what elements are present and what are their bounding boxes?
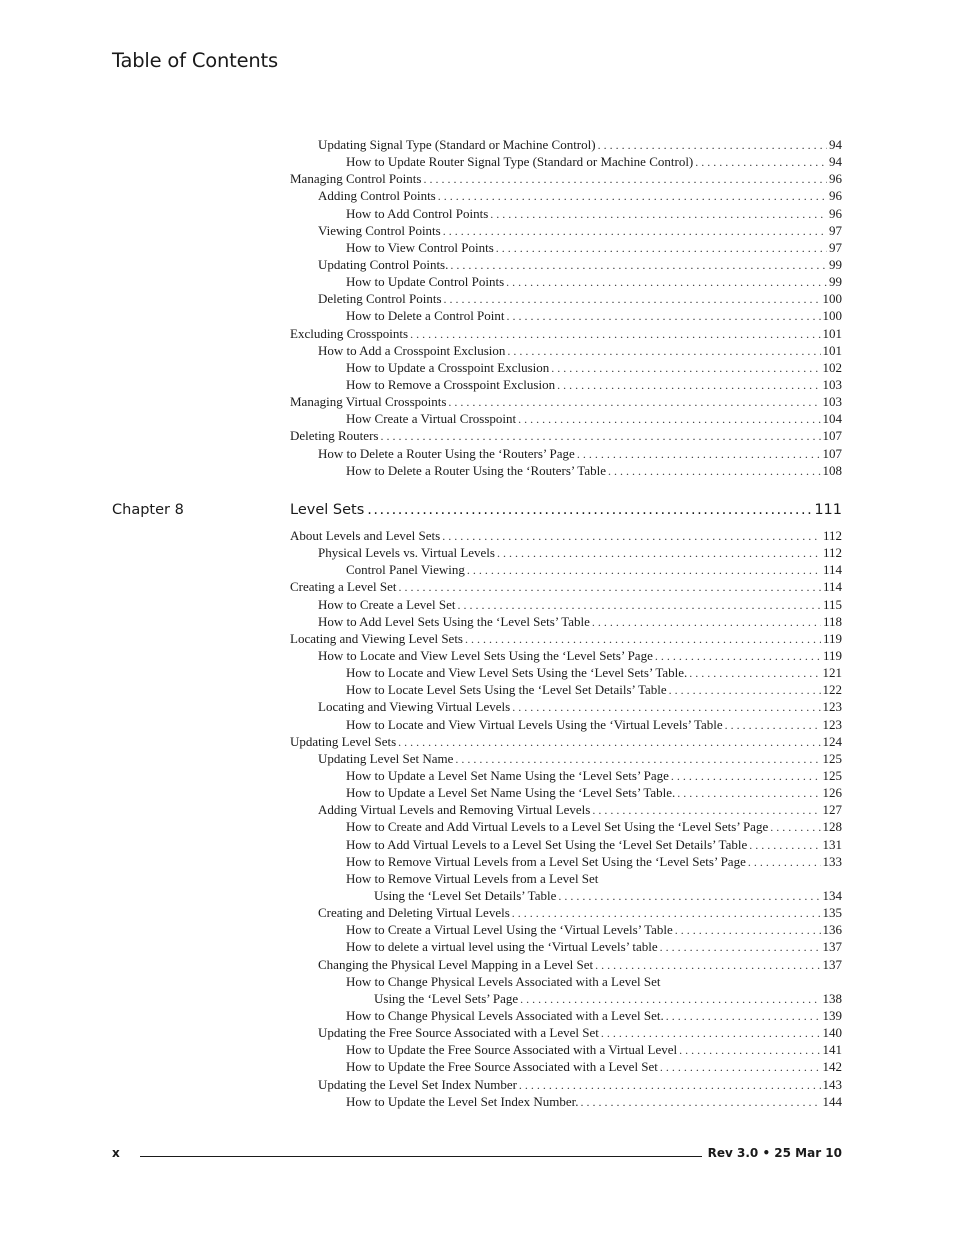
dot-leader bbox=[595, 957, 820, 974]
toc-entry-page-number: 135 bbox=[822, 905, 842, 921]
toc-entry-page-number: 97 bbox=[829, 239, 842, 255]
toc-entry[interactable] bbox=[290, 462, 842, 479]
toc-entry-title: How to Create and Add Virtual Levels to a Level Set Using the ‘Level Sets’ Page bbox=[346, 819, 769, 835]
dot-leader bbox=[519, 1077, 821, 1094]
toc-entry-title: About Levels and Level Sets bbox=[290, 528, 441, 543]
toc-entry[interactable] bbox=[290, 1024, 842, 1041]
toc-entry-page-number: 104 bbox=[822, 411, 842, 427]
toc-entry[interactable] bbox=[290, 1076, 842, 1093]
toc-entry-title: How to Create a Level Set bbox=[318, 596, 456, 612]
toc-entry-title: Adding Control Points bbox=[318, 188, 436, 204]
dot-leader bbox=[655, 648, 821, 665]
toc-entry-title: How to Locate and View Virtual Levels Using the ‘Virtual Levels’ Table bbox=[346, 716, 723, 732]
dot-leader bbox=[438, 188, 827, 205]
toc-entry-title: Adding Virtual Levels and Removing Virtual Levels bbox=[318, 802, 591, 818]
toc-entry[interactable] bbox=[290, 904, 842, 921]
toc-entry-title: Using the ‘Level Sets’ Page bbox=[374, 990, 519, 1006]
toc-entry-page-number: 101 bbox=[822, 342, 842, 358]
toc-entry[interactable] bbox=[290, 561, 842, 578]
toc-entry[interactable] bbox=[290, 956, 842, 973]
dot-leader bbox=[367, 502, 811, 518]
toc-entry-page-number: 99 bbox=[829, 256, 842, 272]
dot-leader bbox=[601, 1025, 821, 1042]
dot-leader bbox=[512, 699, 820, 716]
toc-entry[interactable] bbox=[290, 256, 842, 273]
toc-entry-title: Deleting Control Points bbox=[318, 291, 442, 307]
toc-entry-title: Creating a Level Set bbox=[290, 579, 397, 595]
toc-entry-title: How to Remove a Crosspoint Exclusion bbox=[346, 376, 556, 392]
toc-entry[interactable] bbox=[290, 801, 842, 818]
toc-entry-title: Updating Level Set Name bbox=[318, 750, 454, 766]
toc-entry-title: How Create a Virtual Crosspoint bbox=[346, 411, 517, 427]
toc-entry-title: How to Add Control Points bbox=[346, 205, 489, 221]
toc-entry-title: Excluding Crosspoints bbox=[290, 325, 409, 341]
toc-entry-title: How to Locate and View Level Sets Using the ‘Level Sets’ Table. bbox=[346, 665, 688, 681]
toc-entry[interactable] bbox=[290, 239, 842, 256]
toc-entry[interactable] bbox=[290, 187, 842, 204]
toc-entry[interactable] bbox=[290, 1041, 842, 1058]
toc-entry-title: Creating and Deleting Virtual Levels bbox=[318, 905, 510, 921]
dot-leader bbox=[442, 528, 821, 545]
toc-entry[interactable] bbox=[290, 342, 842, 359]
dot-leader bbox=[444, 291, 821, 308]
dot-leader bbox=[512, 905, 821, 922]
toc-entry-title: How to Delete a Control Point bbox=[346, 308, 505, 324]
dot-leader bbox=[506, 274, 827, 291]
toc-entry-page-number: 96 bbox=[829, 171, 842, 187]
toc-entry-page-number: 96 bbox=[829, 188, 842, 204]
footer-page-number: x bbox=[112, 1146, 120, 1160]
dot-leader bbox=[598, 137, 827, 154]
toc-entry-page-number: 123 bbox=[822, 716, 842, 732]
toc-entry-page-number: 103 bbox=[822, 394, 842, 410]
toc-entry[interactable] bbox=[290, 410, 842, 427]
dot-leader bbox=[748, 854, 821, 871]
toc-entry-page-number: 118 bbox=[822, 613, 842, 629]
toc-list-part2 bbox=[290, 527, 842, 1110]
toc-entry-page-number: 94 bbox=[829, 154, 842, 170]
toc-entry-page-number: 94 bbox=[829, 137, 842, 152]
chapter-title: Level Sets bbox=[290, 502, 365, 518]
toc-entry[interactable] bbox=[290, 153, 842, 170]
toc-entry-page-number: 102 bbox=[822, 359, 842, 375]
toc-entry[interactable] bbox=[290, 767, 842, 784]
toc-entry-title: How to Update a Level Set Name Using the ‘Level Sets’ Table. bbox=[346, 785, 676, 801]
toc-entry-page-number: 100 bbox=[822, 291, 842, 307]
toc-entry-page-number: 137 bbox=[822, 956, 842, 972]
dot-leader bbox=[551, 360, 820, 377]
toc-entry-page-number: 138 bbox=[822, 990, 842, 1006]
toc-entry-title: How to delete a virtual level using the ‘Virtual Levels’ table bbox=[346, 939, 658, 955]
toc-entry-page-number: 112 bbox=[822, 545, 842, 561]
toc-entry[interactable] bbox=[290, 887, 842, 904]
toc-entry[interactable] bbox=[290, 938, 842, 955]
toc-entry-title: Deleting Routers bbox=[290, 428, 379, 444]
toc-entry[interactable] bbox=[290, 630, 842, 647]
toc-entry-page-number: 115 bbox=[822, 596, 842, 612]
toc-entry-title: Updating Signal Type (Standard or Machine Control) bbox=[318, 137, 596, 152]
dot-leader bbox=[518, 411, 820, 428]
toc-entry-title: Using the ‘Level Set Details’ Table bbox=[374, 887, 557, 903]
dot-leader bbox=[677, 785, 820, 802]
toc-entry[interactable] bbox=[290, 359, 842, 376]
dot-leader bbox=[410, 326, 820, 343]
dot-leader bbox=[660, 1059, 821, 1076]
toc-entry[interactable] bbox=[290, 681, 842, 698]
dot-leader bbox=[577, 446, 821, 463]
toc-entry-page-number: 136 bbox=[822, 922, 842, 938]
toc-entry[interactable] bbox=[290, 921, 842, 938]
toc-entry-title: How to Update the Free Source Associated with a Virtual Level bbox=[346, 1042, 678, 1058]
dot-leader bbox=[749, 837, 820, 854]
dot-leader bbox=[450, 257, 827, 274]
toc-entry-page-number: 99 bbox=[829, 274, 842, 290]
dot-leader bbox=[520, 991, 820, 1008]
dot-leader bbox=[669, 682, 821, 699]
toc-entry[interactable] bbox=[290, 647, 842, 664]
toc-entry-page-number: 125 bbox=[822, 767, 842, 783]
toc-entry-page-number: 134 bbox=[822, 887, 842, 903]
dot-leader bbox=[507, 308, 821, 325]
toc-entry-page-number: 127 bbox=[822, 802, 842, 818]
toc-entry-page-number: 133 bbox=[822, 853, 842, 869]
toc-entry-title: Updating Control Points. bbox=[318, 256, 449, 272]
toc-entry-page-number: 119 bbox=[822, 647, 842, 663]
toc-entry-page-number: 97 bbox=[829, 222, 842, 238]
toc-entry-page-number: 114 bbox=[822, 579, 842, 595]
dot-leader bbox=[558, 888, 820, 905]
dot-leader bbox=[465, 631, 821, 648]
dot-leader bbox=[679, 1042, 820, 1059]
dot-leader bbox=[455, 751, 820, 768]
toc-entry[interactable] bbox=[290, 1093, 842, 1110]
toc-entry-title: How to Update Control Points bbox=[346, 274, 505, 290]
toc-entry-title: How to Create a Virtual Level Using the ‘Virtual Levels’ Table bbox=[346, 922, 673, 938]
dot-leader bbox=[592, 802, 820, 819]
toc-entry-title: How to Change Physical Levels Associated with a Level Set. bbox=[346, 1007, 664, 1023]
toc-entry-title: Locating and Viewing Level Sets bbox=[290, 630, 463, 646]
toc-entry[interactable] bbox=[290, 273, 842, 290]
toc-entry-page-number: 107 bbox=[822, 428, 842, 444]
toc-entry-page-number: 141 bbox=[822, 1042, 842, 1058]
toc-entry-title: How to Locate and View Level Sets Using the ‘Level Sets’ Page bbox=[318, 647, 653, 663]
toc-entry[interactable] bbox=[290, 596, 842, 613]
footer-revision: Rev 3.0 • 25 Mar 10 bbox=[707, 1146, 842, 1160]
toc-entry[interactable] bbox=[290, 853, 842, 870]
toc-entry-page-number: 114 bbox=[822, 562, 842, 578]
toc-entry-page-number: 126 bbox=[822, 785, 842, 801]
dot-leader bbox=[507, 343, 820, 360]
dot-leader bbox=[675, 922, 821, 939]
toc-entry-title: Control Panel Viewing bbox=[346, 562, 465, 578]
toc-entry[interactable] bbox=[290, 445, 842, 462]
dot-leader bbox=[592, 614, 821, 631]
toc-entry-title: How to Update Router Signal Type (Standard or Machine Control) bbox=[346, 154, 694, 170]
toc-entry[interactable] bbox=[290, 818, 842, 835]
toc-entry[interactable] bbox=[290, 613, 842, 630]
toc-entry[interactable] bbox=[290, 544, 842, 561]
dot-leader bbox=[380, 428, 820, 445]
footer-rule bbox=[140, 1156, 702, 1157]
toc-entry-title: Updating the Free Source Associated with a Level Set bbox=[318, 1025, 599, 1041]
toc-entry[interactable] bbox=[290, 698, 842, 715]
dot-leader bbox=[443, 223, 827, 240]
toc-entry[interactable] bbox=[290, 836, 842, 853]
dot-leader bbox=[695, 154, 827, 171]
toc-entry-title: How to Remove Virtual Levels from a Level Set bbox=[346, 870, 599, 886]
toc-entry[interactable] bbox=[290, 136, 842, 153]
toc-entry-title: How to Update a Level Set Name Using the ‘Level Sets’ Page bbox=[346, 767, 669, 783]
toc-entry-page-number: 108 bbox=[822, 462, 842, 478]
toc-entry-title: Managing Control Points bbox=[290, 171, 422, 187]
toc-entry-title: How to Add Virtual Levels to a Level Set Using the ‘Level Set Details’ Table bbox=[346, 836, 748, 852]
toc-entry[interactable] bbox=[290, 290, 842, 307]
dot-leader bbox=[557, 377, 820, 394]
toc-entry-title: Updating the Level Set Index Number bbox=[318, 1076, 517, 1092]
toc-entry-page-number: 139 bbox=[822, 1007, 842, 1023]
toc-entry-page-number: 124 bbox=[822, 733, 842, 749]
toc-entry-title: Updating Level Sets bbox=[290, 733, 397, 749]
toc-entry-page-number: 121 bbox=[822, 665, 842, 681]
dot-leader bbox=[689, 665, 820, 682]
toc-entry-page-number: 128 bbox=[822, 819, 842, 835]
dot-leader bbox=[423, 171, 827, 188]
toc-list-part1 bbox=[290, 136, 842, 479]
toc-entry[interactable] bbox=[290, 325, 842, 342]
toc-entry-page-number: 119 bbox=[822, 630, 842, 646]
toc-entry-page-number: 131 bbox=[822, 836, 842, 852]
toc-entry-title: Viewing Control Points bbox=[318, 222, 441, 238]
dot-leader bbox=[497, 545, 821, 562]
chapter-label: Chapter 8 bbox=[112, 502, 184, 518]
toc-entry-title: How to Delete a Router Using the ‘Routers’ Table bbox=[346, 462, 606, 478]
dot-leader bbox=[660, 939, 821, 956]
page-title: Table of Contents bbox=[112, 49, 278, 72]
toc-entry-title: How to Change Physical Levels Associated with a Level Set bbox=[346, 973, 661, 989]
toc-entry-title: How to Locate Level Sets Using the ‘Level Set Details’ Table bbox=[346, 682, 667, 698]
toc-entry-title: Physical Levels vs. Virtual Levels bbox=[318, 545, 495, 561]
toc-entry[interactable] bbox=[290, 170, 842, 187]
toc-entry[interactable] bbox=[290, 664, 842, 681]
toc-entry[interactable] bbox=[290, 393, 842, 410]
dot-leader bbox=[398, 734, 820, 751]
chapter-page-number: 111 bbox=[814, 502, 842, 518]
toc-entry[interactable] bbox=[290, 990, 842, 1007]
toc-entry-title: How to Delete a Router Using the ‘Routers’ Page bbox=[318, 445, 575, 461]
dot-leader bbox=[399, 579, 821, 596]
dot-leader bbox=[608, 463, 821, 480]
toc-entry-page-number: 107 bbox=[822, 445, 842, 461]
toc-entry[interactable] bbox=[290, 527, 842, 544]
dot-leader bbox=[666, 1008, 821, 1025]
toc-entry-page-number: 140 bbox=[822, 1025, 842, 1041]
dot-leader bbox=[467, 562, 821, 579]
toc-entry[interactable] bbox=[290, 427, 842, 444]
toc-entry-page-number: 142 bbox=[822, 1059, 842, 1075]
dot-leader bbox=[490, 206, 827, 223]
dot-leader bbox=[448, 394, 820, 411]
toc-entry-title: How to View Control Points bbox=[346, 239, 494, 255]
toc-entry-title: How to Update the Free Source Associated with a Level Set bbox=[346, 1059, 658, 1075]
toc-entry[interactable] bbox=[290, 716, 842, 733]
toc-entry-page-number: 100 bbox=[822, 308, 842, 324]
toc-entry-page-number: 101 bbox=[822, 325, 842, 341]
toc-entry[interactable] bbox=[290, 750, 842, 767]
toc-entry[interactable] bbox=[290, 1058, 842, 1075]
toc-entry-page-number: 112 bbox=[822, 528, 842, 543]
toc-entry-title: Changing the Physical Level Mapping in a Level Set bbox=[318, 956, 594, 972]
toc-entry-page-number: 144 bbox=[822, 1093, 842, 1109]
toc-entry[interactable] bbox=[290, 973, 842, 990]
toc-entry-title: How to Update a Crosspoint Exclusion bbox=[346, 359, 550, 375]
toc-entry-title: How to Remove Virtual Levels from a Level Set Using the ‘Level Sets’ Page bbox=[346, 853, 746, 869]
toc-entry-title: Locating and Viewing Virtual Levels bbox=[318, 699, 511, 715]
toc-entry[interactable] bbox=[290, 205, 842, 222]
dot-leader bbox=[770, 819, 820, 836]
toc-entry-page-number: 123 bbox=[822, 699, 842, 715]
dot-leader bbox=[671, 768, 821, 785]
toc-entry[interactable] bbox=[290, 222, 842, 239]
toc-entry-title: How to Update the Level Set Index Number. bbox=[346, 1093, 579, 1109]
toc-entry-page-number: 137 bbox=[822, 939, 842, 955]
toc-entry[interactable] bbox=[290, 784, 842, 801]
toc-entry[interactable] bbox=[290, 733, 842, 750]
dot-leader bbox=[725, 717, 821, 734]
toc-entry-page-number: 125 bbox=[822, 750, 842, 766]
toc-entry[interactable] bbox=[290, 307, 842, 324]
toc-entry-page-number: 122 bbox=[822, 682, 842, 698]
toc-entry[interactable] bbox=[290, 376, 842, 393]
toc-entry[interactable] bbox=[290, 578, 842, 595]
toc-entry-title: Managing Virtual Crosspoints bbox=[290, 394, 447, 410]
toc-entry-title: How to Add Level Sets Using the ‘Level Sets’ Table bbox=[318, 613, 590, 629]
dot-leader bbox=[496, 240, 827, 257]
dot-leader bbox=[581, 1094, 821, 1111]
dot-leader bbox=[458, 597, 821, 614]
toc-entry-title: How to Add a Crosspoint Exclusion bbox=[318, 342, 506, 358]
toc-entry[interactable] bbox=[290, 1007, 842, 1024]
toc-entry[interactable] bbox=[290, 870, 842, 887]
chapter-heading[interactable] bbox=[290, 502, 842, 518]
toc-entry-page-number: 143 bbox=[822, 1076, 842, 1092]
toc-entry-page-number: 96 bbox=[829, 205, 842, 221]
toc-entry-page-number: 103 bbox=[822, 376, 842, 392]
